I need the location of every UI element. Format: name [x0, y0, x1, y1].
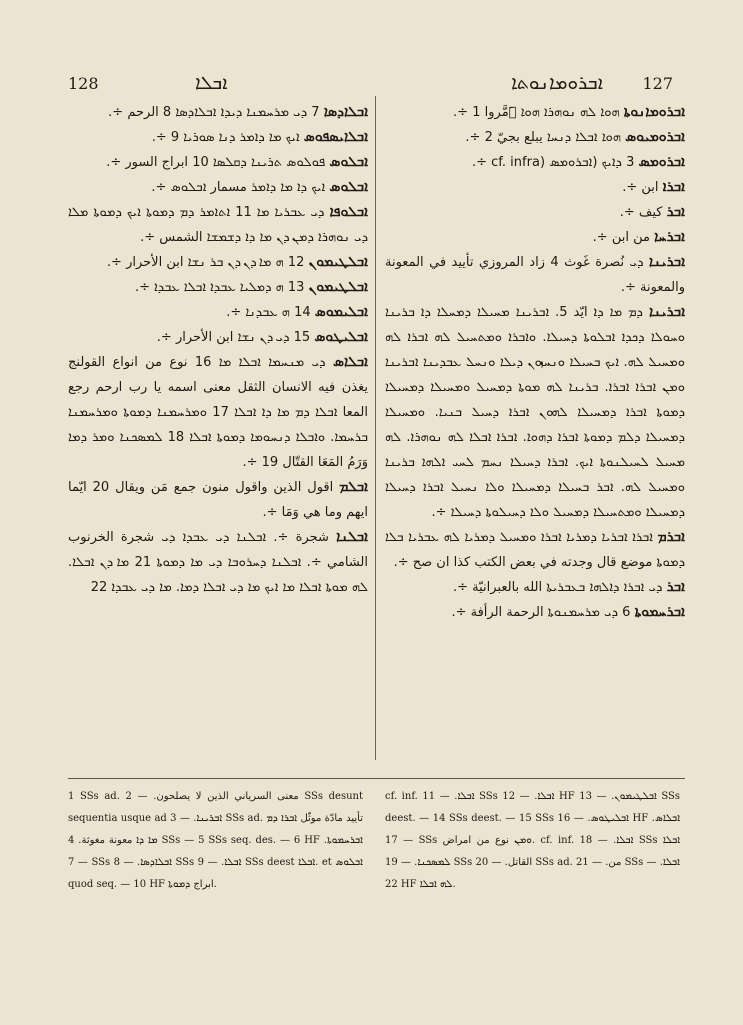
entry-headword: ܐܒܠܛܝܡܘܢ	[308, 279, 368, 295]
entry-text: ܕܝ ܥܒܪܝܐ ܡܐ 11 ܐܬܐܡܪ ܕܡ ܕܡܘܬܐ ܐܝܟ ܕܡܘܬܐ ܡܠܐ ܕܝ ܢܘܗܪܐ ܕܡܢ ܕܢ ܡܐ ܕܐ ܕܫܡܫܐ الشمس ÷.	[68, 205, 368, 245]
dictionary-entry	[385, 525, 685, 575]
entry-text: 3 ܕܐܝܟ (ܐܒܪܘܡܣ (cf. infra ÷.	[471, 155, 639, 170]
entry-headword: ܐܒܠܘܦܐ	[329, 204, 368, 220]
entry-headword: ܐܒܪ	[666, 204, 685, 220]
column-divider	[375, 96, 376, 760]
entry-headword: ܐܒܪܘܡܐܢܘܬܐ	[623, 104, 685, 120]
dictionary-entry	[68, 250, 368, 275]
dictionary-entry	[68, 200, 368, 250]
entry-text: 6 ܕܝ ܡܪܚܡܢܘܬܐ الرحمة الرأفة ÷.	[451, 605, 635, 620]
entry-headword: ܐܒܪܐ	[662, 179, 685, 195]
entry-text: ܐܝܟ ܡܐ ܕܐܡܪ ܕܢܐ ܣܘܪܝܐ 9 ÷.	[151, 130, 304, 145]
entry-text: ܕܝ نُصرة غَوث 4 زاد المروزي تأييد في المعونة والمعونة ÷.	[385, 255, 685, 295]
right-column	[385, 100, 685, 755]
dictionary-entry	[68, 150, 368, 175]
entry-text: ܐܒܪܐ ܐܒܪܝܐ ܕܡܪܝܐ ܐܒܪܐ ܘܡܚܝܠ ܕܡܪܝܐ ܠܗ ܥܒܪܝܐ ܒܠܐ ܕܡܘܬܐ موضع قال وجدته في بعض الكتب كذا ان صح ÷.	[385, 530, 685, 570]
entry-text: ܗܘܐ ܐܒܠܐ ܕܢܚܐ يبلع بجيّ 2 ÷.	[465, 130, 626, 145]
dictionary-entry	[385, 300, 685, 525]
dictionary-entry	[68, 475, 368, 525]
entry-headword: ܐܒܪܚܡܘܬܐ	[634, 604, 685, 620]
entry-headword: ܐܒܠܘܣ	[329, 179, 368, 195]
dictionary-entry	[68, 125, 368, 150]
entry-headword: ܐܒܪܝܢܐ	[648, 304, 685, 320]
entry-text: ܕܝ ܐܒܪܐ ܕܐܠܗܐ ܒܥܒܪܝܬܐ الله بالعبرانيّة ÷.	[452, 580, 667, 595]
page-number-right: 127	[642, 74, 673, 93]
dictionary-entry	[68, 275, 368, 300]
entry-headword: ܐܒܪܡ	[657, 529, 685, 545]
entry-headword: ܐܒܪܚܐ	[654, 229, 685, 245]
dictionary-entry	[385, 125, 685, 150]
entry-text: 7 ܕܝ ܡܪܚܡܢܐ ܕܝܕܐ ܐܒܠܐܕܣܐ 8 الرحم ÷.	[108, 105, 324, 120]
dictionary-entry	[385, 150, 685, 175]
entry-headword: ܐܒܠܘܣ	[329, 154, 368, 170]
left-column	[68, 100, 368, 755]
entry-text: اقول الذين واقول منون جمع مَن ويقال 20 ايّما ايهم وما هي وَمَا ÷.	[68, 480, 368, 520]
entry-headword: ܐܒܠܐܕܣܐ	[323, 104, 368, 120]
entry-headword: ܐܒܠܛܝܡܘܢ	[308, 254, 368, 270]
entry-headword: ܐܒܠܢܐ	[336, 529, 368, 545]
page-number-left: 128	[68, 74, 99, 93]
page-header	[60, 72, 683, 102]
footnote-rule	[68, 778, 685, 779]
dictionary-entry	[385, 250, 685, 300]
dictionary-entry	[68, 100, 368, 125]
entry-text: كيف ÷.	[619, 205, 667, 220]
dictionary-entry	[385, 575, 685, 600]
running-head-right: ܐܒܪܘܡܐܢܘܬܐ	[511, 72, 603, 94]
entry-headword: ܐܒܪܘܡܣ	[638, 154, 685, 170]
dictionary-entry	[68, 300, 368, 325]
dictionary-entry	[385, 200, 685, 225]
dictionary-entry	[385, 225, 685, 250]
entry-headword: ܐܒܠܐܣ	[332, 354, 368, 370]
entry-text: من ابن ÷.	[592, 230, 655, 245]
entry-text: ܕܡ ܡܐ ܕܐ ايّد 5. ܐܒܪܝܢܐ ܡܚܝܠܐ ܕܡܚܠܐ ܕܐ ܒܪܝܢܐ ܘܚܘܠܐ ܕܟܕܐ ܐܒܠܘܬܐ ܕܚܝܠܐ. ܘܐܒܪܐ ܘܡܬܚܝܠ ܠܗ ܐܒܪܐ ܠܗ ܘܡܚܝܠ ܠܗ. ܐܝܟ ܒܚܝܠܐ ܘܢܚܙܘܢ ܕܝܠܐ ܘܢܚܠ ܥܒܕܝܢܐ ܐܒܪܝܢܐ ܘܡܢ ܐܒܪܐ ܐܒܪܐ. ܒܪܝܢܐ ܠܗ ܡܘܬܐ ܕܡܚܝܠ ܘܡܚܝܠܐ ܕܡܚܝܠܐ ܕܡܘܬܐ ܐܒܪܐ ܕܡܚܝܠܐ ܠܗܘܢ ܐܒܪܐ ܕܚܝܠ ܒܢܝܐ. ܘܡܚܝܠܐ ܕܡܚܝܠܐ ܕܠܡ ܕܡܘܬܐ ܐܒܪܐ ܕܗܘܐ. ܐܒܪܐ ܐܒܠܐ ܠܗ ܢܘܗܪܐ. ܠܗ ܡܚܝܠ ܠܚܝܠܢܘܬܐ ܐܝܟ. ܐܒܪܐ ܕܚܝܠܐ ܢܚܡ ܠܚܝ ܐܠܗܐ ܒܪܝܢܐ ܘܡܚܝܠ ܠܗ. ܐܒܪ ܒܚܝܠܐ ܕܡܚܝܠܐ ܘܠܐ ܢܚܝܠ ܐܒܪܐ ܕܚܝܠܐ ܕܡܚܝܠܐ ܘܡܬܚܝܠܐ ܕܡܚܝܠ ܘܠܐ ܕܚܝܠܘܬܐ ܕܚܝܠܐ ÷.	[385, 305, 685, 520]
entry-text: ܦܘܠܘܣ ܬܪܝܢܐ ܕܩܠܣܐ 10 ابراج السور ÷.	[106, 155, 330, 170]
entry-text: ܗܘܐ ܠܗ ܢܘܗܪܐ ܗܘܐ ܕَمَّروا 1 ÷.	[453, 105, 624, 120]
entry-headword: ܐܒܪܝܢܐ	[648, 254, 685, 270]
dictionary-entry	[68, 525, 368, 600]
dictionary-entry	[385, 175, 685, 200]
entry-text: ܕܝ ܡܢܚܡܐ ܐܒܠܐ ܡܐ 16 نوع من انواع القولنج يغذن فيه الانسان الثقل معنى اسمه يا رب ارحم رجع المعا ܐܒܠܐ ܕܡ ܡܐ ܕܐ ܐܒܠܐ 17 ܘܡܪܚܡܢܐ ܕܡܘܬܐ ܘܡܪܚܡܢܐ ܒܪܚܡܐ. ܘܐܒܠܐ ܕܢܚܘܡܐ ܕܡܘܬܐ ܐܒܠܐ 18 ܠܡܣܟܢܐ ܘܡܪ ܕܡܐ وَرَمُ المَعَا القتّال 19 ÷.	[68, 355, 368, 470]
entry-text: 13 ܗ ܕܡܠܝܐ ܥܒܕܐ ܐܒܠܐ ܥܒܕܐ ÷.	[134, 280, 309, 295]
entry-headword: ܐܒܠܡ	[339, 479, 368, 495]
footnotes-left: 1 SSs ad. معنى السرياني الذين لا يصلحون. — 2 SSs desunt sequentia usque ad ܐܒܪܝܢܐ. — 3 SSs ad. تأييد مادّة موثّل ܐܒܪܐ ܕܡ ܡܐ ܕܐ معونة مغوثة. 4 SSs — 5 SSs seq. des. — 6 HF ܐܒܪܚܡܘܬܐ. — 7 SSs ܐܒܠܐܕܣܐ. — 8 SSs ܐܒܠܐ. — 9 SSs deest ܐܒܠܐ. et ܐܒܠܘܣ quod seq. — 10 HF ابراج ܕܡܘܬܐ.	[68, 791, 363, 890]
entry-text: شجرة ÷. ܐܒܠܢܐ ܕܝ ܥܒܕܐ ܕܝ شجرة الخرنوب الشامي ÷. ܐܒܠܢܐ ܕܚܪܘܒܐ ܕܝ ܡܐ ܕܡܘܬܐ 21 ܡܐ ܕܢ ܐܒܠܐ. ܠܗ ܡܘܬܐ ܐܒܠܐ ܡܐ ܐܝܟ ܡܐ ܕܝ ܐܒܠܐ ܕܡܐ. ܡܐ ܕܝ ܥܒܕܐ 22	[68, 530, 368, 595]
entry-headword: ܐܒܠܐܝܣܦܘܣ	[303, 129, 368, 145]
footnotes-right: cf. inf. ܐܒܠܐ. — 11 SSs ܐܒܠܐ. — 12 HF ܐܒܠܛܝܡܘܢ. — 13 SSs deest. — 14 SSs deest. — 15 SSs ܐܒܠܝܛܘܣ. — 16 HF ܐܒܠܐܣ. — 17 SSs ܘܡܢ نوع من امراض. cf. inf. ܐܒܠܐ. — 18 SSs ܐܒܠܐ ܠܡܣܟܢܐ. — 19 SSs القاتل. — 20 SSs ad. من. — 21 SSs ܐܒܠܐ. — 22 HF ܠܗ ܐܒܠܐ.	[385, 791, 680, 890]
entry-headword: ܐܒܪܘܡܝܘܣ	[625, 129, 685, 145]
dictionary-entry	[385, 600, 685, 625]
entry-text: 12 ܗ ܡܐ ܕܢ ܕܢ ܒܪ ܢܫܐ ابن الأحرار ÷.	[106, 255, 309, 270]
dictionary-entry	[68, 175, 368, 200]
dictionary-entry	[68, 325, 368, 350]
entry-text: 15 ܕܝ ܕܢ ܢܫܐ ابن الأحرار ÷.	[156, 330, 315, 345]
running-head-left: ܐܒܠܐ	[195, 72, 228, 94]
entry-text: 14 ܗ ܥܒܕܢܐ ÷.	[226, 305, 315, 320]
entry-headword: ܐܒܪ	[666, 579, 685, 595]
entry-headword: ܐܒܠܝܡܘܣ	[314, 304, 368, 320]
dictionary-entry	[68, 350, 368, 475]
entry-headword: ܐܒܠܝܛܘܣ	[314, 329, 368, 345]
entry-text: ܐܝܟ ܕܐ ܡܐ ܕܐܡܪ مسمار ܐܒܠܘܣ ÷.	[151, 180, 330, 195]
dictionary-entry	[385, 100, 685, 125]
entry-text: ابن ÷.	[622, 180, 663, 195]
